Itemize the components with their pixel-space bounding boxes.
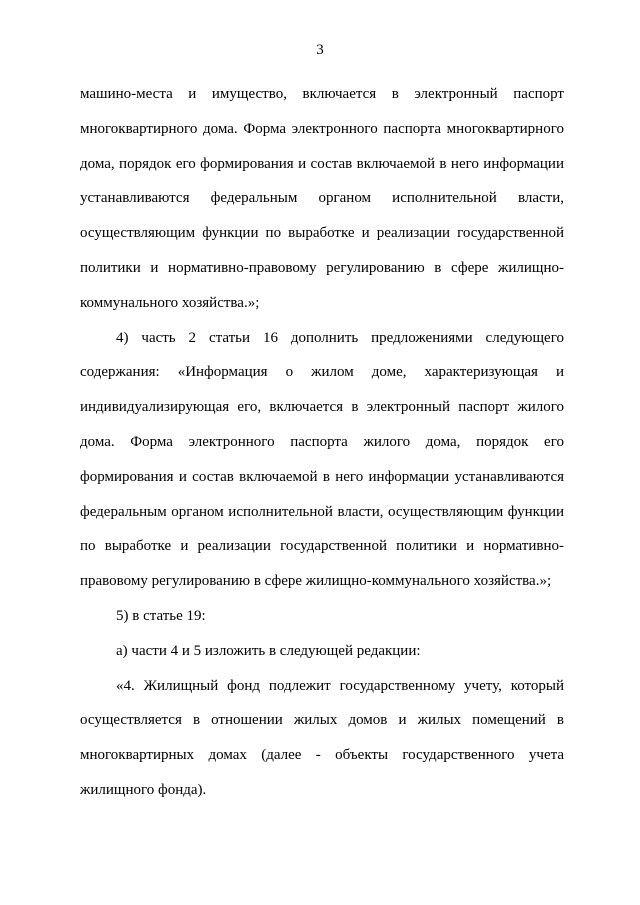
text-line: «4. Жилищный фонд подлежит государственному учету, который [116,677,564,694]
text-line: дома. Форма электронного паспорта жилого дома, порядок его [80,433,564,450]
paragraph-3 [80,599,564,634]
text-line: осуществляющим функции по выработке и реализации государственной [80,225,564,242]
text-line: многоквартирных домах (далее - объекты государственного учета [80,747,564,764]
text-line: устанавливаются федеральным органом исполнительной власти, [80,190,564,207]
text-line: по выработке и реализации государственной политики и нормативно- [80,538,564,555]
paragraph-4 [80,634,564,669]
text-line: индивидуализирующая его, включается в электронный паспорт жилого [80,399,564,416]
text-line: многоквартирного дома. Форма электронного паспорта многоквартирного [80,120,564,137]
paragraph-1 [80,77,564,321]
text-line: политики и нормативно-правовому регулированию в сфере жилищно- [80,259,564,276]
text-line: машино-места и имущество, включается в электронный паспорт [80,86,564,102]
text-line: осуществляется в отношении жилых домов и жилых помещений в [80,712,564,729]
text-line: коммунального хозяйства.»; [80,294,260,311]
text-line: правовому регулированию в сфере жилищно-коммунального хозяйства.»; [80,573,552,590]
text-line: 4) часть 2 статьи 16 дополнить предложениями следующего [116,329,564,346]
text-line: содержания: «Информация о жилом доме, характеризующая и [80,364,564,381]
text-line: дома, порядок его формирования и состав включаемой в него информации [80,155,564,172]
page-number: 3 [316,42,324,58]
document-body [80,77,564,808]
text-line: 5) в статье 19: [116,607,206,624]
text-line: федеральным органом исполнительной власти, осуществляющим функции [80,503,564,520]
paragraph-5 [80,669,564,808]
text-line: а) части 4 и 5 изложить в следующей редакции: [116,642,421,659]
text-line: формирования и состав включаемой в него информации устанавливаются [80,468,564,485]
text-line: жилищного фонда). [80,781,207,798]
paragraph-2 [80,321,564,599]
